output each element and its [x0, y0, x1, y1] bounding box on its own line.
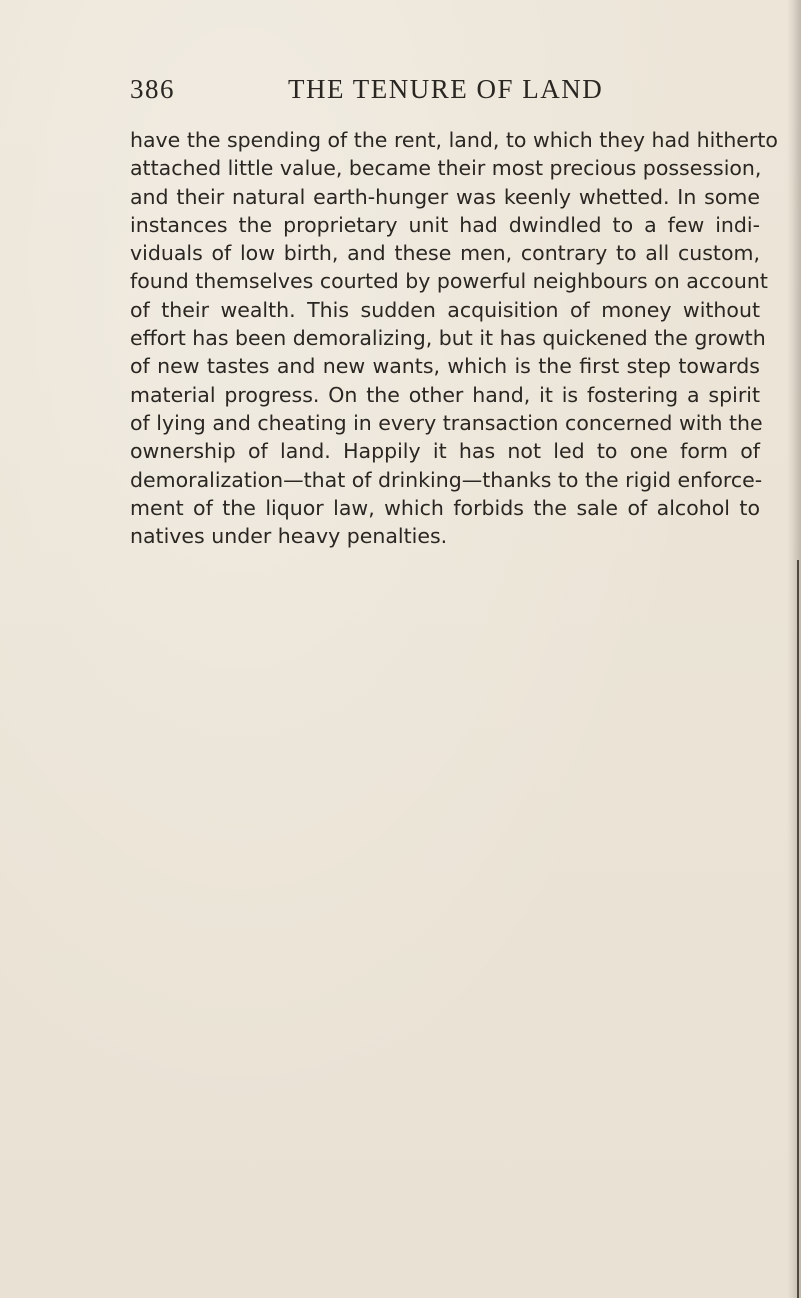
- text-line: have the spending of the rent, land, to which they had hitherto: [130, 128, 778, 152]
- text-line: attached little value, became their most precious possession,: [130, 156, 762, 181]
- running-head: THE TENURE OF LAND: [288, 74, 604, 104]
- page-header: [130, 74, 690, 114]
- text-line: viduals of low birth, and these men, contrary to all custom,: [130, 241, 760, 266]
- page-number: 386: [130, 74, 175, 104]
- text-line: natives under heavy penalties.: [130, 524, 448, 549]
- page-edge-line: [797, 560, 799, 1298]
- body-paragraph: [130, 126, 778, 550]
- text-line: of their wealth. This sudden acquisition of money without: [130, 297, 760, 322]
- text-line: and their natural earth-hunger was keenly whetted. In some: [130, 184, 760, 209]
- text-line: ment of the liquor law, which forbids the sale of alcohol to: [130, 495, 760, 520]
- text-line: demoralization—that of drinking—thanks to the rigid enforce-: [130, 467, 763, 492]
- text-line: instances the proprietary unit had dwindled to a few indi-: [130, 212, 760, 237]
- text-line: found themselves courted by powerful neighbours on account: [130, 269, 768, 294]
- text-line: material progress. On the other hand, it is fostering a spirit: [130, 382, 760, 407]
- text-line: of lying and cheating in every transaction concerned with the: [130, 410, 763, 435]
- text-line: effort has been demoralizing, but it has quickened the growth: [130, 326, 766, 351]
- text-line: of new tastes and new wants, which is the first step towards: [130, 354, 760, 379]
- text-line: ownership of land. Happily it has not led to one form of: [130, 439, 760, 464]
